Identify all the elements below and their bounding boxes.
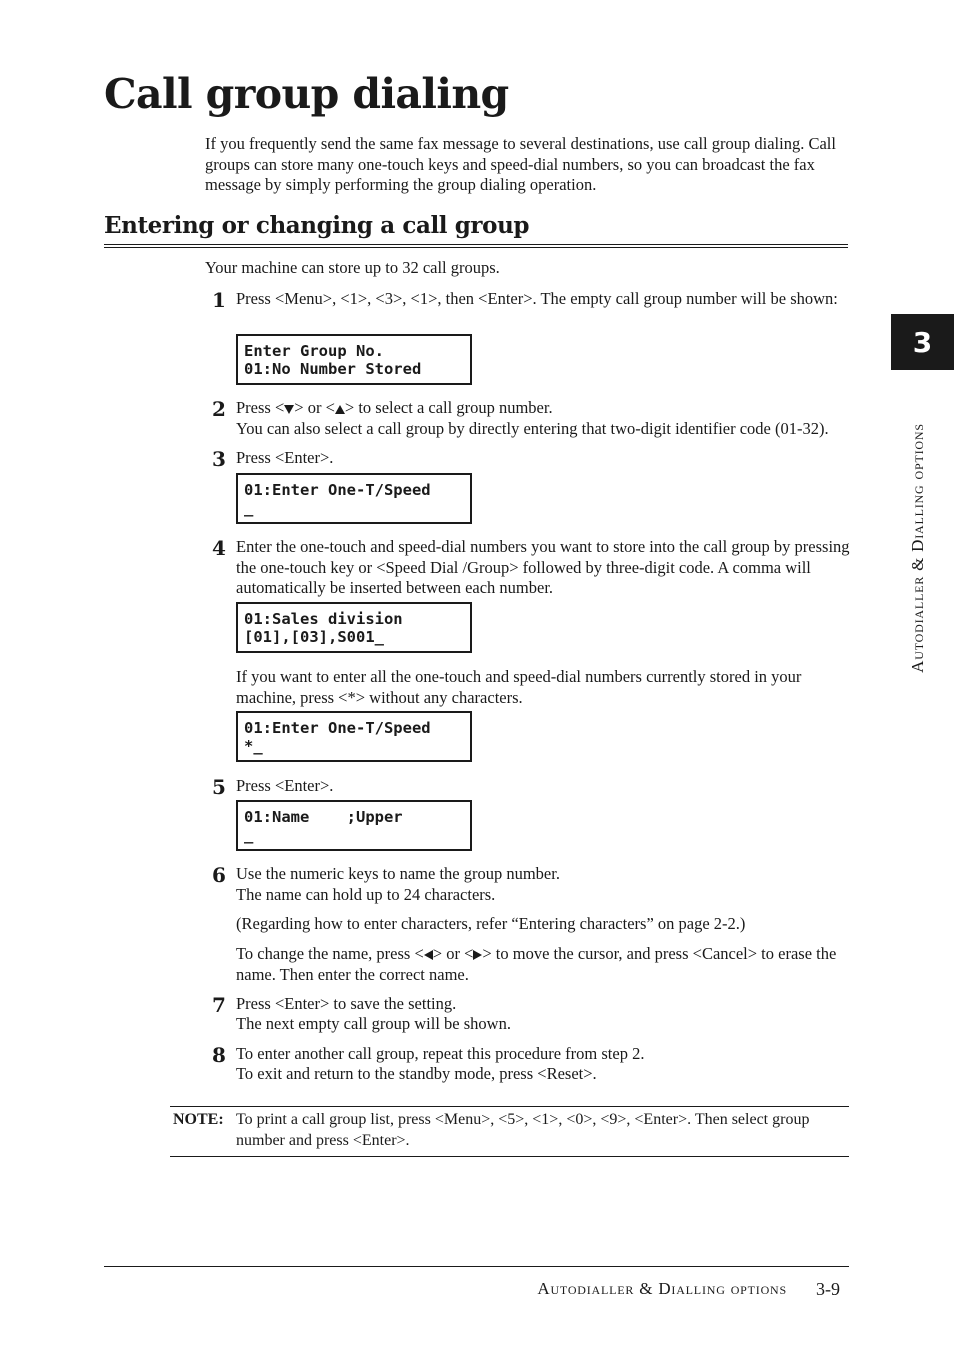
step-number-5: 5 [212, 775, 226, 799]
step-number-3: 3 [212, 447, 226, 471]
step-8-subtext: To exit and return to the standby mode, press <Reset>. [236, 1064, 597, 1083]
lcd-line-1: 01:Name ;Upper [244, 808, 403, 826]
lcd-line-2: 01:No Number Stored [244, 360, 422, 378]
lcd-display-sales-division [236, 602, 472, 653]
lcd-line-2: _ [244, 826, 254, 844]
lcd-display-enter-all [236, 711, 472, 762]
step-2-subtext: You can also select a call group by directly entering that two-digit identifier code (01-32). [236, 419, 829, 438]
step-2-text-b: > or < [294, 398, 335, 417]
step-3-text: Press <Enter>. [236, 448, 334, 467]
step-7-subtext: The next empty call group will be shown. [236, 1014, 511, 1033]
step-6-cursor-a: To change the name, press < [236, 944, 424, 963]
step-5-text: Press <Enter>. [236, 776, 334, 795]
step-2-text-c: > to select a call group number. [344, 398, 553, 417]
step-1-text: Press <Menu>, <1>, <3>, <1>, then <Enter>. The empty call group number will be shown: [236, 289, 838, 308]
step-4-text: Enter the one-touch and speed-dial numbers you want to store into the call group by pressing the one-touch key or <Speed Dial /Group> followed by three-digit code. A comma will automatically be inserted between each number. [236, 537, 850, 597]
step-6-cursor-c: > to move the cursor, and press <Cancel> to erase the name. Then enter the correct name. [236, 944, 837, 984]
step-number-2: 2 [212, 397, 226, 421]
step-6-cursor-b: > or < [432, 944, 474, 963]
note-top-rule [170, 1106, 849, 1107]
lcd-line-1: 01:Enter One-T/Speed [244, 481, 431, 499]
section-heading: Entering or changing a call group [104, 212, 530, 239]
lcd-line-1: 01:Enter One-T/Speed [244, 719, 431, 737]
footer-section-title: Autodialler & Dialling options [537, 1279, 787, 1298]
lcd-display-enter-one-touch [236, 473, 472, 524]
lcd-line-1: Enter Group No. [244, 342, 384, 360]
step-8-text: To enter another call group, repeat this procedure from step 2. [236, 1044, 645, 1063]
step-7-text: Press <Enter> to save the setting. [236, 994, 457, 1013]
intro-paragraph: If you frequently send the same fax message to several destinations, use call group dialing. Call groups can store many one-touch keys and speed-dial numbers, so you can broadcast the fax message by simply performing the group dialing operation. [205, 134, 836, 194]
down-arrow-icon [284, 405, 294, 414]
note-text: To print a call group list, press <Menu>, <5>, <1>, <0>, <9>, <Enter>. Then select group number and press <Enter>. [236, 1111, 810, 1149]
step-6-reference: (Regarding how to enter characters, refer “Entering characters” on page 2-2.) [236, 914, 746, 933]
step-6-text: Use the numeric keys to name the group number. [236, 864, 560, 883]
chapter-side-title: Autodialler & Dialling options [908, 423, 927, 673]
step-number-7: 7 [212, 993, 226, 1017]
left-arrow-icon [424, 950, 433, 960]
up-arrow-icon [335, 405, 345, 414]
lcd-display-group-number [236, 334, 472, 385]
step-6-subtext: The name can hold up to 24 characters. [236, 885, 496, 904]
section-heading-rule [104, 244, 848, 248]
note-label: NOTE: [173, 1111, 224, 1128]
lcd-line-2: _ [244, 499, 254, 517]
lcd-line-2: *_ [244, 737, 263, 755]
storage-note: Your machine can store up to 32 call groups. [205, 258, 500, 277]
footer-rule [104, 1266, 849, 1267]
lcd-line-2: [01],[03],S001_ [244, 628, 384, 646]
step-number-8: 8 [212, 1043, 226, 1067]
note-bottom-rule [170, 1156, 849, 1157]
step-number-6: 6 [212, 863, 226, 887]
lcd-display-name [236, 800, 472, 851]
step-number-4: 4 [212, 536, 226, 560]
step-2-text [236, 398, 851, 419]
chapter-tab: 3 [891, 314, 954, 370]
step-4-subtext: If you want to enter all the one-touch and speed-dial numbers currently stored in your machine, press <*> without any characters. [236, 667, 802, 707]
step-6-cursor-text [236, 944, 851, 985]
step-number-1: 1 [212, 288, 226, 312]
lcd-line-1: 01:Sales division [244, 610, 403, 628]
page-title: Call group dialing [104, 70, 509, 118]
page-number: 3-9 [816, 1279, 840, 1299]
step-2-text-a: Press < [236, 398, 285, 417]
